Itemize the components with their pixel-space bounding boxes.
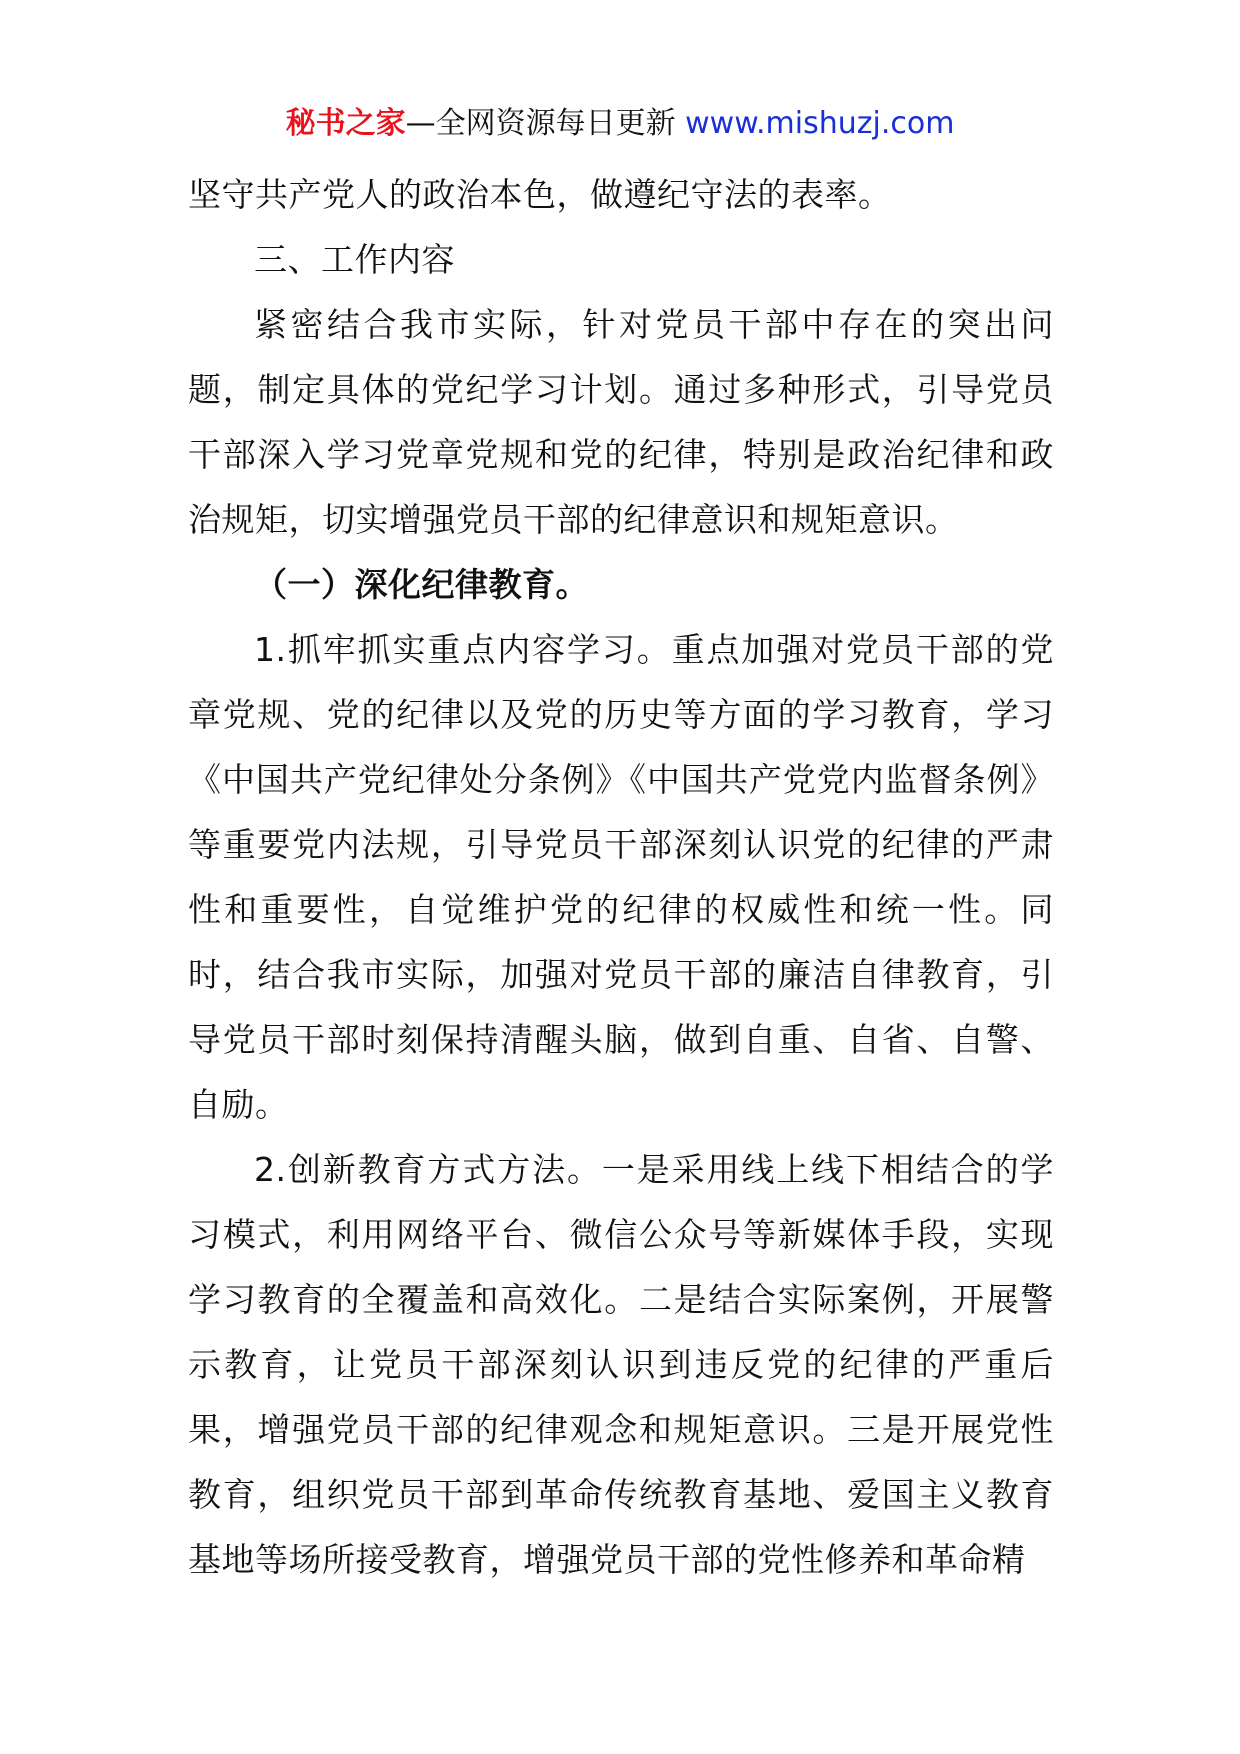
header-site-link[interactable]: www.mishuzj.com [685,106,955,141]
header-brand: 秘书之家 [285,106,406,141]
header-tagline: —全网资源每日更新 [405,106,676,141]
watermark-header [0,96,1240,152]
section-heading: 三、工作内容 [254,240,455,279]
paragraph: 1.抓牢抓实重点内容学习。重点加强对党员干部的党章党规、党的纪律以及党的历史等方面的学习教育，学习《中国共产党纪律处分条例》《中国共产党党内监督条例》等重要党内法规，引导党员干部深刻认识党的纪律的严肃性和重要性，自觉维护党的纪律的权威性和统一性。同时，结合我市实际，加强对党员干部的廉洁自律教育，引导党员干部时刻保持清醒头脑，做到自重、自省、自警、自励。 [188,630,1054,1124]
subsection-heading: （一）深化纪律教育。 [254,565,589,604]
paragraph: 2.创新教育方式方法。一是采用线上线下相结合的学习模式，利用网络平台、微信公众号等新媒体手段，实现学习教育的全覆盖和高效化。二是结合实际案例，开展警示教育，让党员干部深刻认识到违反党的纪律的严重后果，增强党员干部的纪律观念和规矩意识。三是开展党性教育，组织党员干部到革命传统教育基地、爱国主义教育基地等场所接受教育，增强党员干部的党性修养和革命精 [188,1150,1054,1579]
document-body [188,162,1054,1592]
paragraph: 坚守共产党人的政治本色，做遵纪守法的表率。 [188,175,892,214]
paragraph: 紧密结合我市实际，针对党员干部中存在的突出问题，制定具体的党纪学习计划。通过多种形式，引导党员干部深入学习党章党规和党的纪律，特别是政治纪律和政治规矩，切实增强党员干部的纪律意识和规矩意识。 [188,305,1054,539]
